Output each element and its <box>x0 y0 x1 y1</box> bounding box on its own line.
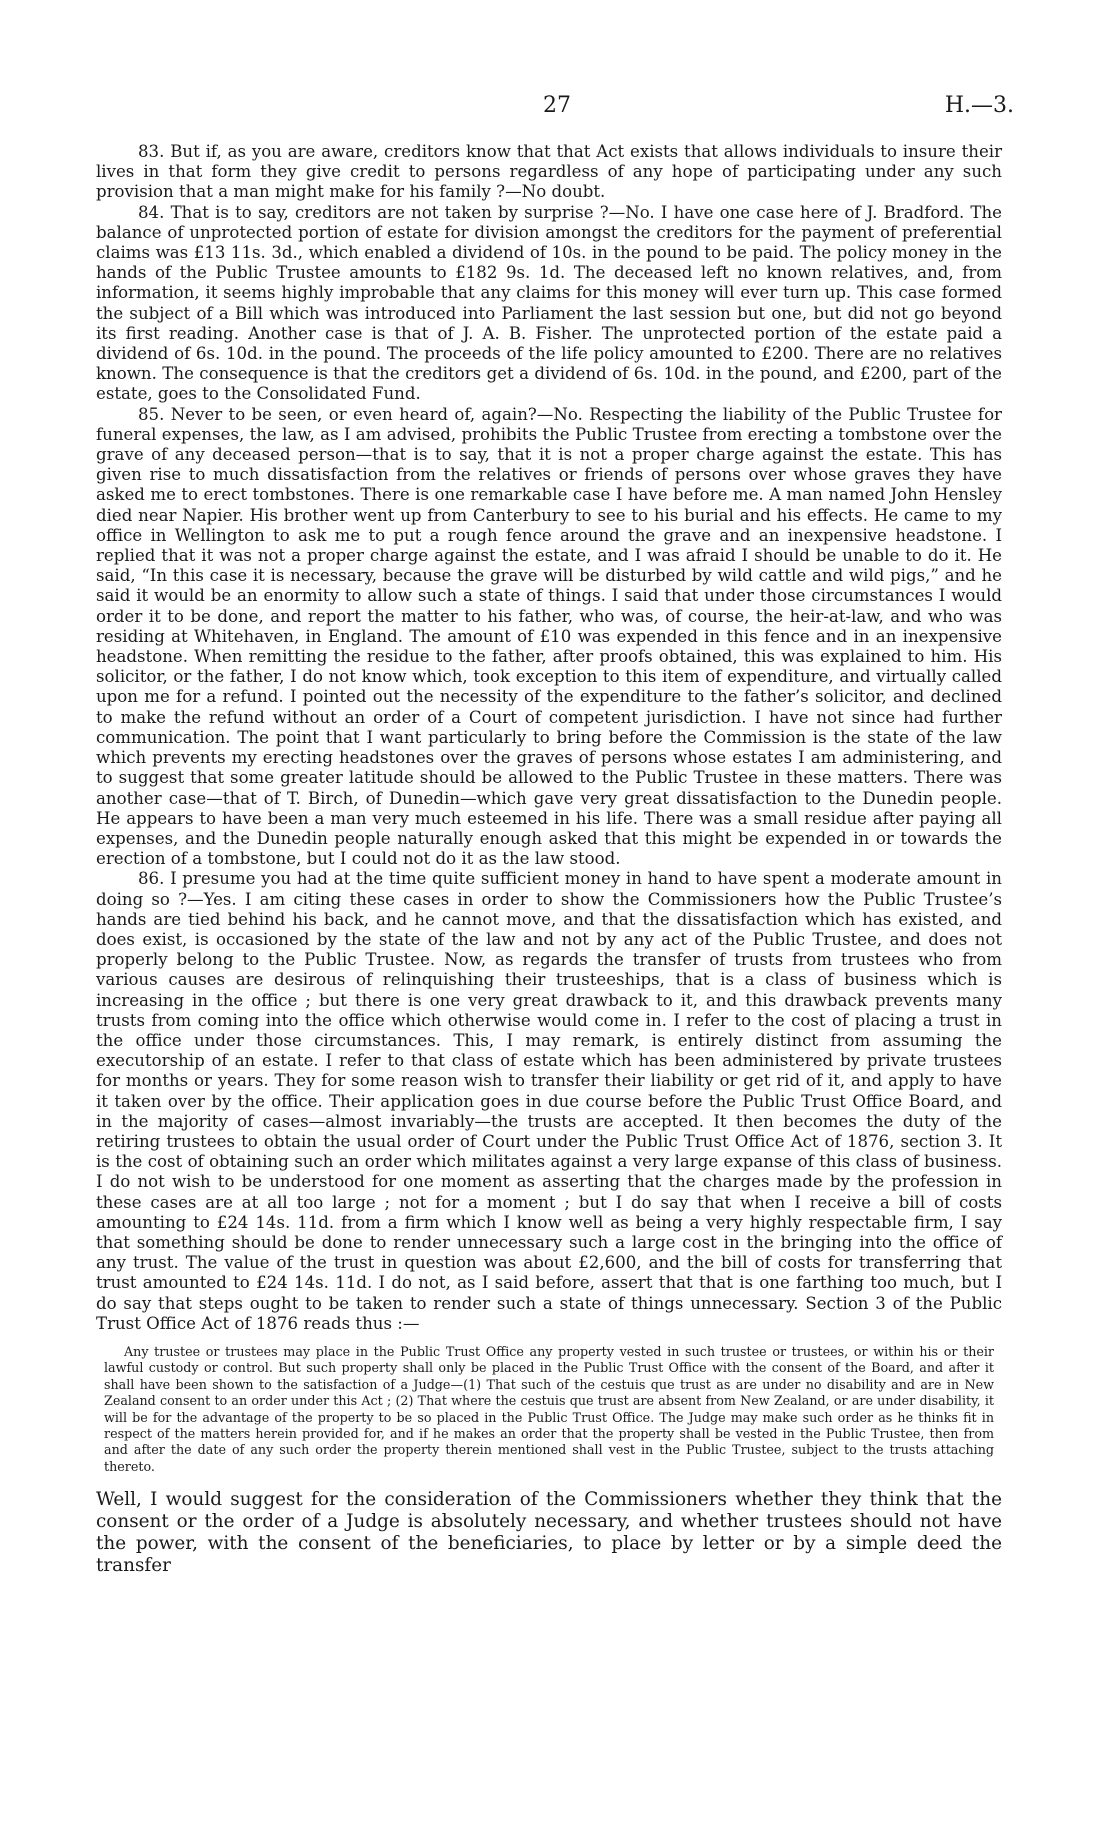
document-reference: H.—3. <box>944 93 1014 118</box>
paragraph-85: 85. Never to be seen, or even heard of, again?—No. Respecting the liability of the Public Trustee for funeral expenses, the law, as I am advised, prohibits the Public Trustee from erecting a tombstone over the grave of any deceased person—that is to say, that it is not a proper charge against the estate. This has given rise to much dissatisfaction from the relatives or friends of persons over whose graves they have asked me to erect tombstones. There is one remarkable case I have before me. A man named John Hensley died near Napier. His brother went up from Canterbury to see to his burial and his effects. He came to my office in Wellington to ask me to put a rough fence around the grave and an inexpensive headstone. I replied that it was not a proper charge against the estate, and I was afraid I should be unable to do it. He said, “In this case it is necessary, because the grave will be disturbed by wild cattle and wild pigs,” and he said it would be an enormity to allow such a state of things. I said that under those circumstances I would order it to be done, and report the matter to his father, who was, of course, the heir-at-law, and who was residing at Whitehaven, in England. The amount of £10 was expended in this fence and in an inexpensive headstone. When remitting the residue to the father, after proofs obtained, this was explained to him. His solicitor, or the father, I do not know which, took exception to this item of expenditure, and virtually called upon me for a refund. I pointed out the necessity of the expenditure to the father’s solicitor, and declined to make the refund without an order of a Court of competent jurisdiction. I have not since had further communication. The point that I want particularly to bring before the Commission is the state of the law which prevents my erecting headstones over the graves of persons whose estates I am administering, and to suggest that some greater latitude should be allowed to the Public Trustee in these matters. There was another case—that of T. Birch, of Dunedin—which gave very great dissatisfaction to the Dunedin people. He appears to have been a man very much esteemed in his life. There was a small residue after paying all expenses, and the Dunedin people naturally enough asked that this might be expended in or towards the erection of a tombstone, but I could not do it as the law stood. <box>96 404 1002 869</box>
paragraph-86: 86. I presume you had at the time quite sufficient money in hand to have spent a moderate amount in doing so ?—Yes. I am citing these cases in order to show the Commissioners how the Public Trustee’s hands are tied behind his back, and he cannot move, and that the dissatisfaction which has existed, and does exist, is occasioned by the state of the law and not by any act of the Public Trustee, and does not properly belong to the Public Trustee. Now, as regards the transfer of trusts from trustees who from various causes are desirous of relinquishing their trusteeships, that is a class of business which is increasing in the office ; but there is one very great drawback to it, and this drawback prevents many trusts from coming into the office which otherwise would come in. I refer to the cost of placing a trust in the office under those circumstances. This, I may remark, is entirely distinct from assuming the executorship of an estate. I refer to that class of estate which has been administered by private trustees for months or years. They for some reason wish to transfer their liability or get rid of it, and apply to have it taken over by the office. Their application goes in due course before the Public Trust Office Board, and in the majority of cases—almost invariably—the trusts are accepted. It then becomes the duty of the retiring trustees to obtain the usual order of Court under the Public Trust Office Act of 1876, section 3. It is the cost of obtaining such an order which militates against a very large expanse of this class of business. I do not wish to be understood for one moment as asserting that the charges made by the profession in these cases are at all too large ; not for a moment ; but I do say that when I receive a bill of costs amounting to £24 14s. 11d. from a firm which I know well as being a very highly respectable firm, I say that something should be done to render unnecessary such a large cost in the bringing into the office of any trust. The value of the trust in question was about £2,600, and the bill of costs for transferring that trust amounted to £24 14s. 11d. I do not, as I said before, assert that that is one farthing too much, but I do say that steps ought to be taken to render such a state of things unnecessary. Section 3 of the Public Trust Office Act of 1876 reads thus :— <box>96 869 1002 1333</box>
closing-paragraph: Well, I would suggest for the consideration of the Commissioners whether they think that the consent or the order of a Judge is absolutely necessary, and whether trustees should not have the power, with the consent of the beneficiaries, to place by letter or by a simple deed the transfer <box>96 1489 1002 1577</box>
document-body <box>96 142 1002 1577</box>
paragraph-83: 83. But if, as you are aware, creditors know that that Act exists that allows individuals to insure their lives in that form they give credit to persons regardless of any hope of participating under any such provision that a man might make for his family ?—No doubt. <box>96 142 1002 202</box>
page-number: 27 <box>543 93 571 118</box>
statute-quote: Any trustee or trustees may place in the Public Trust Office any property vested in such trustee or trustees, or within his or their lawful custody or control. But such property shall only be placed in the Public Trust Office with the consent of the Board, and after it shall have been shown to the satisfaction of a Judge—(1) That such of the cestuis que trust as are under no disability and are in New Zealand consent to an order under this Act ; (2) That where the cestuis que trust are absent from New Zealand, or are under disability, it will be for the advantage of the property to be so placed in the Public Trust Office. The Judge may make such order as he thinks fit in respect of the matters herein provided for, and if he makes an order that the property shall be vested in the Public Trustee, then from and after the date of any such order the property therein mentioned shall vest in the Public Trustee, subject to the trusts attaching thereto. <box>104 1343 994 1474</box>
paragraph-84: 84. That is to say, creditors are not taken by surprise ?—No. I have one case here of J. Bradford. The balance of unprotected portion of estate for division amongst the creditors for the payment of preferential claims was £13 11s. 3d., which enabled a dividend of 10s. in the pound to be paid. The policy money in the hands of the Public Trustee amounts to £182 9s. 1d. The deceased left no known relatives, and, from information, it seems highly improbable that any claims for this money will ever turn up. This case formed the subject of a Bill which was introduced into Parliament the last session but one, but did not go beyond its first reading. Another case is that of J. A. B. Fisher. The unprotected portion of the estate paid a dividend of 6s. 10d. in the pound. The proceeds of the life policy amounted to £200. There are no relatives known. The consequence is that the creditors get a dividend of 6s. 10d. in the pound, and £200, part of the estate, goes to the Consolidated Fund. <box>96 202 1002 404</box>
